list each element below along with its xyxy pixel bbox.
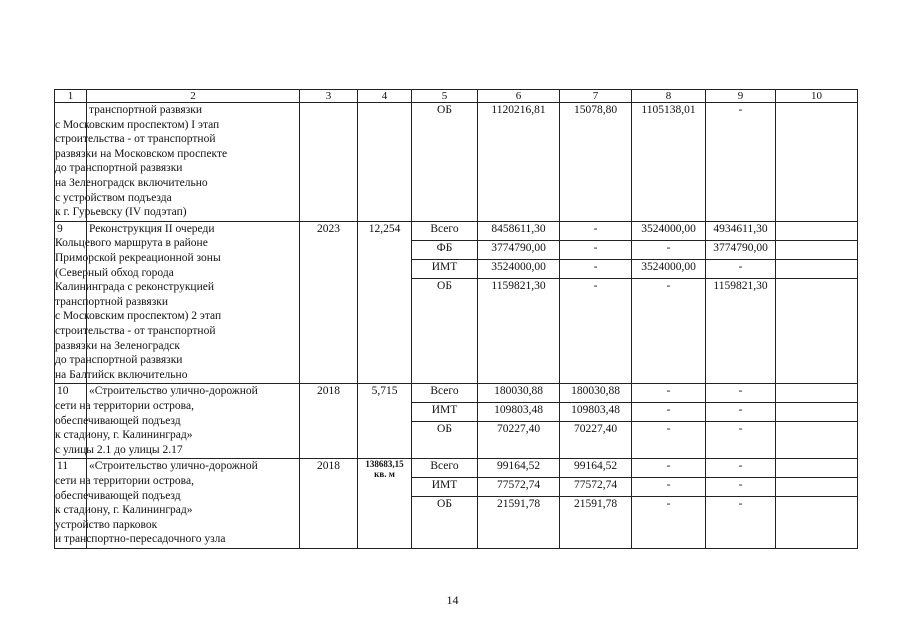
amount-cell: - [632,278,706,384]
object-name-line: на Балтийск включительно [55,368,188,381]
object-name-line: транспортной развязки [89,104,202,116]
year-cell: 2018 [300,459,358,549]
length-cell [358,103,412,222]
source-cell: ИМТ [412,478,478,497]
header-cell: 1 [55,90,87,103]
amount-cell: - [706,103,776,222]
amount-total-cell: 180030,88 [478,384,560,403]
notes-cell [776,278,858,384]
amount-2018-cell: - [560,221,632,240]
object-name-line: развязки на Московском проспекте [55,147,228,160]
amount-cell: 3524000,00 [632,221,706,240]
object-name-line: к стадиону, г. Калининград» [55,504,193,517]
table-row [55,221,858,240]
amount-cell: 1159821,30 [706,278,776,384]
source-cell: ОБ [412,103,478,222]
amount-2018-cell: - [560,259,632,278]
year-cell: 2018 [300,384,358,459]
amount-cell: - [706,384,776,403]
object-name-line: с Московским проспектом) I этап [55,118,220,131]
source-cell: ИМТ [412,259,478,278]
amount-cell: - [706,422,776,459]
header-cell: 4 [358,90,412,103]
object-name-cell [55,221,300,384]
object-name-cell [55,103,300,222]
row-number-cell: 10 [55,384,87,459]
amount-total-cell: 99164,52 [478,459,560,478]
object-name-line: сети на территории острова, [55,474,194,487]
object-name-line: «Строительство улично-дорожной [89,460,258,473]
source-cell: ОБ [412,422,478,459]
page-number: 14 [446,593,459,607]
table-row [55,459,858,478]
object-name-line: строительства - от транспортной [55,133,216,146]
table-body [55,90,858,549]
header-cell: 8 [632,90,706,103]
object-name-line: обеспечивающей подъезд [55,414,181,427]
amount-2018-cell: 70227,40 [560,422,632,459]
object-name-line: и транспортно-пересадочного узла [55,533,226,546]
financing-table [54,89,858,549]
amount-2018-cell: - [560,278,632,384]
amount-2018-cell: - [560,240,632,259]
notes-cell [776,384,858,403]
header-cell: 2 [87,90,300,103]
header-cell: 6 [478,90,560,103]
notes-cell [776,259,858,278]
notes-cell [776,221,858,240]
amount-total-cell: 70227,40 [478,422,560,459]
length-cell [358,459,412,549]
header-cell: 5 [412,90,478,103]
header-row [55,90,858,103]
amount-total-cell: 3524000,00 [478,259,560,278]
header-cell: 10 [776,90,858,103]
object-name-line: с улицы 2.1 до улицы 2.17 [55,443,183,456]
length-value: 12,254 [368,222,401,235]
amount-cell: - [706,459,776,478]
header-cell: 7 [560,90,632,103]
amount-total-cell: 1159821,30 [478,278,560,384]
amount-2018-cell: 180030,88 [560,384,632,403]
object-name-line: развязки на Зеленоградск [55,339,180,352]
source-cell: ИМТ [412,403,478,422]
header-cell: 9 [706,90,776,103]
source-cell: Всего [412,221,478,240]
length-value: 5,715 [371,385,398,398]
source-cell: Всего [412,459,478,478]
amount-cell: 3524000,00 [632,259,706,278]
amount-2018-cell: 109803,48 [560,403,632,422]
object-name-line: (Северный обход города [55,266,174,279]
year-cell [300,103,358,222]
object-name-line: Реконструкция II очереди [89,222,215,235]
amount-cell: - [706,403,776,422]
table-row [55,103,858,222]
length-unit: кв. м [374,469,395,480]
object-name-line: транспортной развязки [55,295,168,308]
header-cell: 3 [300,90,358,103]
amount-cell: - [632,240,706,259]
amount-cell: 1105138,01 [632,103,706,222]
object-name-line: устройство парковок [55,518,158,531]
object-name-line: сети на территории острова, [55,399,194,412]
object-name-line: к стадиону, г. Калининград» [55,429,193,442]
notes-cell [776,240,858,259]
length-value: 138683,15 [365,459,404,470]
amount-cell: - [632,459,706,478]
row-number-cell: 11 [55,459,87,549]
amount-cell: - [706,497,776,549]
amount-cell: 3774790,00 [706,240,776,259]
row-number-cell: 9 [55,221,87,384]
object-name-line: «Строительство улично-дорожной [89,385,258,398]
notes-cell [776,103,858,222]
amount-cell: 4934611,30 [706,221,776,240]
notes-cell [776,459,858,478]
amount-2018-cell: 77572,74 [560,478,632,497]
source-cell: ОБ [412,497,478,549]
object-name-line: строительства - от транспортной [55,324,216,337]
amount-cell: - [632,478,706,497]
amount-total-cell: 8458611,30 [478,221,560,240]
amount-cell: - [632,422,706,459]
amount-total-cell: 1120216,81 [478,103,560,222]
source-cell: ОБ [412,278,478,384]
amount-2018-cell: 99164,52 [560,459,632,478]
amount-cell: - [632,384,706,403]
object-name-line: до транспортной развязки [55,162,183,175]
source-cell: Всего [412,384,478,403]
notes-cell [776,422,858,459]
year-cell: 2023 [300,221,358,384]
amount-cell: - [706,259,776,278]
amount-total-cell: 77572,74 [478,478,560,497]
amount-2018-cell: 21591,78 [560,497,632,549]
notes-cell [776,403,858,422]
object-name-line: Калининграда с реконструкцией [55,281,214,294]
object-name-line: с устройством подъезда [55,191,172,204]
length-cell [358,384,412,459]
object-name-line: к г. Гурьевску (IV подэтап) [55,206,187,219]
amount-cell: - [632,497,706,549]
object-name-line: с Московским проспектом) 2 этап [55,310,222,323]
object-name-line: обеспечивающей подъезд [55,489,181,502]
amount-total-cell: 3774790,00 [478,240,560,259]
length-cell [358,221,412,384]
object-name-line: до транспортной развязки [55,354,183,367]
object-name-line: Приморской рекреационной зоны [55,251,221,264]
amount-cell: - [632,403,706,422]
object-name-line: Кольцевого маршрута в районе [55,237,208,250]
amount-total-cell: 21591,78 [478,497,560,549]
source-cell: ФБ [412,240,478,259]
notes-cell [776,478,858,497]
table-row [55,384,858,403]
notes-cell [776,497,858,549]
amount-cell: - [706,478,776,497]
object-name-line: на Зеленоградск включительно [55,176,208,189]
amount-total-cell: 109803,48 [478,403,560,422]
amount-2018-cell: 15078,80 [560,103,632,222]
